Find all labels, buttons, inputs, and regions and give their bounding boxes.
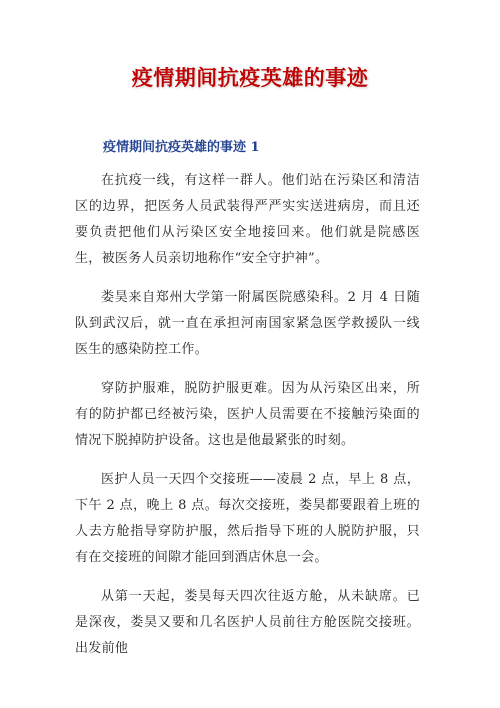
paragraph-4: 医护人员一天四个交接班——凌晨 2 点，早上 8 点，下午 2 点，晚上 8 点。每次交接班，娄昊都要跟着上班的人去方舱指导穿防护服，然后指导下班的人脱防护服，只有在交接班的间隙才能回到酒店休息一会。 xyxy=(75,472,420,565)
paragraph-3: 穿防护服难，脱防护服更难。因为从污染区出来，所有的防护都已经被污染，医护人员需要在不接触污染面的情况下脱掉防护设备。这也是他最紧张的时刻。 xyxy=(75,381,420,448)
document-body xyxy=(75,168,420,675)
paragraph-1: 在抗疫一线，有这样一群人。他们站在污染区和清洁区的边界，把医务人员武装得严严实实送进病房，而且还要负责把他们从污染区安全地接回来。他们就是院感医生，被医务人员亲切地称作“安全守护神”。 xyxy=(75,173,420,266)
document-title: 疫情期间抗疫英雄的事迹 xyxy=(131,65,369,90)
section-heading: 疫情期间抗疫英雄的事迹 1 xyxy=(103,140,260,155)
title-container xyxy=(0,62,500,92)
paragraph-5: 从第一天起，娄昊每天四次往返方舱，从未缺席。已是深夜，娄昊又要和几名医护人员前往方舱医院交接班。出发前他 xyxy=(75,589,420,656)
paragraph-2: 娄昊来自郑州大学第一附属医院感染科。2 月 4 日随队到武汉后，就一直在承担河南国家紧急医学救援队一线医生的感染防控工作。 xyxy=(75,290,420,357)
